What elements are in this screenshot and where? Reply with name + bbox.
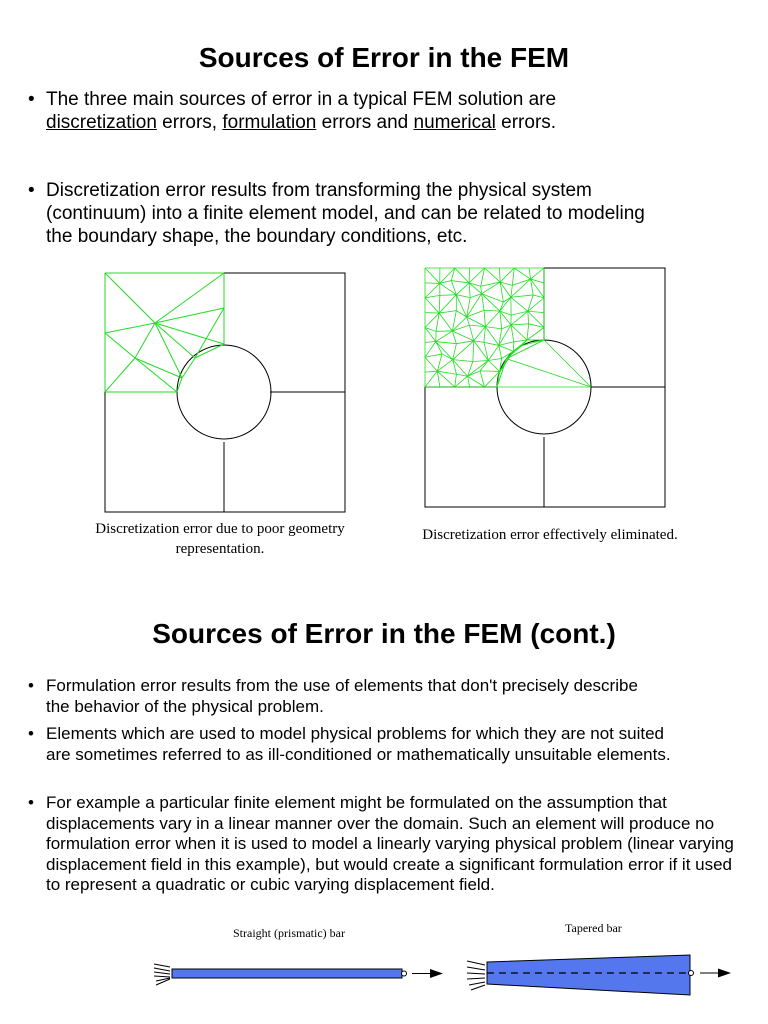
mesh-edge: [511, 297, 528, 311]
bullet-text: errors,: [156, 112, 223, 133]
mesh-edge: [499, 268, 500, 282]
mesh-edge: [528, 311, 544, 312]
mesh-edge: [105, 333, 135, 358]
mesh-edge: [436, 342, 453, 360]
mesh-edge: [485, 311, 499, 327]
mesh-edge: [482, 294, 500, 311]
mesh-edge: [484, 327, 485, 343]
straight-bar-figure: [150, 950, 450, 1000]
slide2-title: Sources of Error in the FEM (cont.): [152, 618, 616, 649]
mesh-edge: [499, 345, 502, 358]
mesh-edge: [425, 298, 439, 313]
mesh-edge: [135, 358, 177, 392]
mesh-edge: [511, 279, 531, 297]
figure-right-caption: Discretization error effectively eliminated.: [422, 527, 678, 543]
mesh-edge: [455, 376, 468, 387]
mesh-edge: [485, 327, 501, 329]
mesh-edge: [500, 302, 504, 311]
mesh-edge: [425, 268, 440, 283]
mesh-edge: [500, 297, 511, 311]
mesh-edge: [506, 359, 591, 387]
mesh-edge: [527, 324, 529, 340]
straight-bar: [172, 969, 402, 978]
mesh-edge: [474, 341, 484, 343]
mesh-edge: [480, 371, 500, 372]
fine-mesh: [425, 268, 591, 387]
hole-outline: [177, 345, 271, 439]
mesh-edge: [485, 268, 501, 282]
mesh-edge: [488, 359, 501, 361]
mesh-edge: [425, 342, 436, 343]
mesh-edge: [436, 331, 453, 342]
mesh-edge: [474, 327, 486, 341]
mesh-edge: [425, 371, 437, 372]
tapered-bar: [487, 955, 690, 995]
arrow-icon: [700, 969, 731, 978]
mesh-edge: [105, 323, 155, 333]
slide1-bullet-1: [46, 88, 726, 134]
slide2-bullet-3: • For example a particular finite element might be formulated on the assumption that displacements vary in a linear manner over the domain. Such an element will produce no formulation error when it is used to model a linearly varying physical problem (linear varying displacement field in this example), but would create a significant formulation error if it used to represent a quadratic or cubic varying displacement field.: [46, 793, 736, 896]
fine-mesh-figure: [420, 263, 670, 513]
mesh-edge: [484, 310, 485, 326]
slide2-bullet-2: • Elements which are used to model physical problems for which they are not suited are sometimes referred to as ill-conditioned or mathematically unsuitable elements.: [46, 724, 686, 765]
mesh-edge: [135, 358, 182, 378]
mesh-edge: [455, 374, 457, 387]
mesh-edge: [528, 311, 529, 324]
mesh-edge: [488, 360, 499, 371]
mesh-edge: [425, 342, 436, 358]
mesh-edge: [456, 283, 469, 295]
mesh-edge: [499, 345, 514, 351]
mesh-edge: [155, 323, 195, 358]
coarse-mesh: [105, 273, 224, 392]
fixed-support-hatch: [154, 964, 170, 985]
term-formulation: formulation: [222, 112, 317, 133]
mesh-edge: [511, 285, 512, 297]
tapered-bar-label: Tapered bar: [565, 921, 622, 935]
bullet-text: errors and: [316, 112, 414, 133]
mesh-edge: [512, 279, 530, 285]
mesh-edge: [500, 268, 514, 282]
bar-end-node: [689, 971, 694, 976]
mesh-edge: [440, 295, 456, 296]
mesh-edge: [544, 340, 591, 387]
mesh-edge: [425, 283, 440, 284]
mesh-edge: [440, 283, 457, 294]
mesh-edge: [485, 327, 498, 346]
bullet-text: The three main sources of error in a typical FEM solution are: [46, 89, 557, 110]
mesh-edge: [442, 354, 453, 360]
mesh-edge: [451, 281, 469, 283]
bullet-text: errors.: [495, 112, 557, 133]
mesh-edge: [155, 323, 182, 378]
mesh-edge: [439, 313, 452, 331]
term-numerical: numerical: [413, 112, 496, 133]
slide1-title: Sources of Error in the FEM: [198, 42, 570, 73]
mesh-edge: [425, 371, 437, 387]
mesh-edge: [511, 324, 529, 325]
bar-end-node: [402, 971, 407, 976]
mesh-edge: [105, 273, 155, 323]
mesh-edge: [500, 311, 502, 329]
coarse-mesh-figure: [100, 268, 350, 518]
mesh-edge: [527, 328, 544, 341]
mesh-edge: [425, 357, 437, 371]
mesh-edge: [473, 360, 488, 361]
mesh-edge: [482, 294, 504, 302]
mesh-edge: [488, 345, 498, 360]
mesh-edge: [105, 358, 135, 392]
mesh-edge: [455, 268, 469, 283]
mesh-edge: [473, 341, 474, 362]
mesh-edge: [506, 340, 544, 359]
mesh-edge: [439, 311, 456, 313]
mesh-edge: [469, 268, 470, 283]
mesh-edge: [135, 323, 155, 358]
mesh-edge: [436, 342, 457, 344]
tapered-bar-figure: [455, 945, 755, 1005]
figure-left-caption: Discretization error due to poor geometry representation.: [95, 521, 345, 557]
mesh-edge: [531, 268, 544, 279]
mesh-edge: [528, 311, 544, 327]
mesh-edge: [511, 295, 533, 297]
mesh-edge: [469, 325, 473, 341]
mesh-edge: [452, 331, 473, 341]
mesh-edge: [453, 360, 473, 362]
fixed-support-hatch: [467, 961, 485, 990]
slide2-bullet-1: • Formulation error results from the use of elements that don't precisely describe the behavior of the physical problem.: [46, 676, 646, 717]
slide1-bullet-2: • Discretization error results from transforming the physical system (continuum) into a finite element model, and can be related to modeling the boundary shape, the boundary conditions, etc.: [46, 179, 646, 248]
mesh-edge: [514, 268, 530, 279]
straight-bar-label: Straight (prismatic) bar: [233, 926, 345, 940]
mesh-edge: [468, 376, 470, 387]
mesh-edge: [456, 295, 470, 298]
mesh-edge: [469, 283, 470, 298]
mesh-edge: [439, 295, 440, 313]
mesh-edge: [500, 282, 503, 302]
arrow-icon: [412, 969, 443, 978]
plate-outline: [425, 268, 665, 507]
mesh-edge: [503, 297, 511, 302]
mesh-edge: [439, 295, 456, 313]
term-discretization: discretization: [46, 112, 157, 133]
mesh-edge: [484, 310, 500, 311]
mesh-edge: [512, 268, 514, 285]
mesh-edge: [529, 268, 530, 279]
mesh-edge: [425, 354, 442, 357]
